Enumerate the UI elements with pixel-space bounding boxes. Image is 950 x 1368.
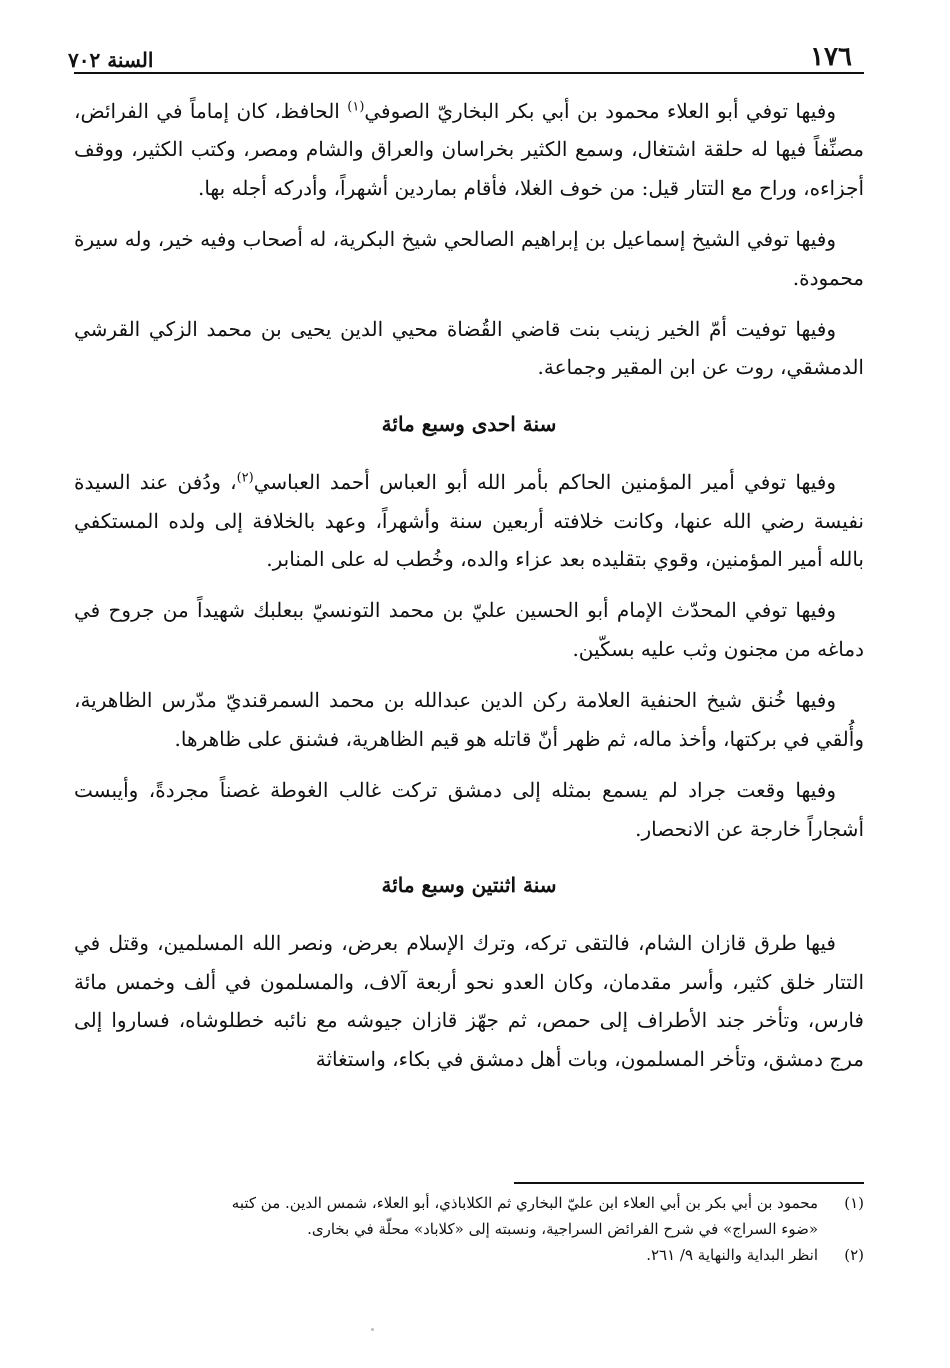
footnote-rule [514,1182,864,1184]
paragraph-qazan: فيها طرق قازان الشام، فالتقى تركه، وترك الإسلام بعرض، ونصر الله المسلمين، وقتل في التتار خلق كثير، وأسر مقدمان، وكان العدو نحو أربعة آلاف، والمسلمون في ألف وخمس مائة فارس، وتأخر جند الأطراف إلى حمص، ثم جهّز قازان جيوشه مع نائبه خطلوشاه، فساروا إلى مرج دمشق، وتأخر المسلمون، وبات أهل دمشق في بكاء، واستغاثة [74,931,864,1071]
running-year-label: السنة ٧٠٢ [68,48,154,72]
running-header [58,32,852,72]
scan-speck [371,1328,374,1331]
paragraph-samarqandi: وفيها خُنق شيخ الحنفية العلامة ركن الدين عبدالله بن محمد السمرقنديّ مدّرس الظاهرية، وأُلقي في بركتها، وأخذ ماله، ثم ظهر أنّ قاتله هو قيم الظاهرية، فشنق على ظاهرها. [74,688,864,751]
paragraph-ismail: وفيها توفي الشيخ إسماعيل بن إبراهيم الصالحي شيخ البكرية، له أصحاب وفيه خير، وله سيرة محمودة. [74,227,864,290]
paragraph-zaynab: وفيها توفيت أمّ الخير زينب بنت قاضي القُضاة محيي الدين يحيى بن محمد الزكي القرشي الدمشقي، روت عن ابن المقير وجماعة. [74,317,864,380]
footnote-number: (١) [844,1194,864,1212]
footnote-number: (٢) [844,1246,864,1264]
footnote-text: محمود بن أبي بكر بن أبي العلاء ابن عليّ البخاري ثم الكلاباذي، أبو العلاء، شمس الدين. من كتبه [231,1194,818,1212]
paragraph-locusts: وفيها وقعت جراد لم يسمع بمثله إلى دمشق تركت غالب الغوطة غصناً مجردةً، وأيبست أشجاراً خارجة عن الانحصار. [74,778,864,841]
header-rule [74,72,864,74]
footnote-1-continuation: «ضوء السراج» في شرح الفرائض السراجية، ونسبته إلى «كلاباد» محلّة في بخارى. [307,1220,818,1238]
paragraph-text: وفيها توفي أمير المؤمنين الحاكم بأمر الله أبو العباس أحمد العباسي [253,470,836,495]
paragraph-text: ، ودُفن عند السيدة نفيسة رضي الله عنها، وكانت خلافته أربعين سنة وأشهراً، وعهد بالخلافة إلى ولده المستكفي بالله أمير المؤمنين، وقوي بتقليده بعد عزاء والده، وخُطب له على المنابر. [74,470,864,572]
paragraph-text: وفيها توفي أبو العلاء محمود بن أبي بكر البخاريّ الصوفي [364,99,836,123]
page-number: ١٧٦ [810,42,852,72]
paragraph-al-tunisi: وفيها توفي المحدّث الإمام أبو الحسين عليّ بن محمد التونسيّ ببعلبك شهيداً من جروح في دماغه من مجنون وثب عليه بسكّين. [74,598,864,661]
footnote-text: انظر البداية والنهاية ٩/ ٢٦١. [646,1246,818,1264]
paragraph-al-hakim [74,463,864,578]
paragraph-abu-al-ala [74,92,864,207]
paragraph-text: الحافظ، كان إماماً في الفرائض، مصنِّفاً فيها له حلقة اشتغال، وسمع الكثير بخراسان والعراق والشام ومصر، وكتب الكثير، ووقف أجزاءه، وراح مع التتار قيل: من خوف الغلا، فأقام بماردين أشهراً، وأدركه أجله بها. [74,99,864,200]
footnotes [74,1190,864,1268]
main-text [74,92,864,1091]
footnote-reference: (١) [347,99,365,115]
section-title-year-701: سنة احدى وسبع مائة [381,411,557,436]
footnote-1 [74,1190,864,1216]
section-title-year-702: سنة اثنتين وسبع مائة [381,872,557,897]
footnote-reference: (٢) [236,470,254,486]
footnote-2 [74,1242,864,1268]
